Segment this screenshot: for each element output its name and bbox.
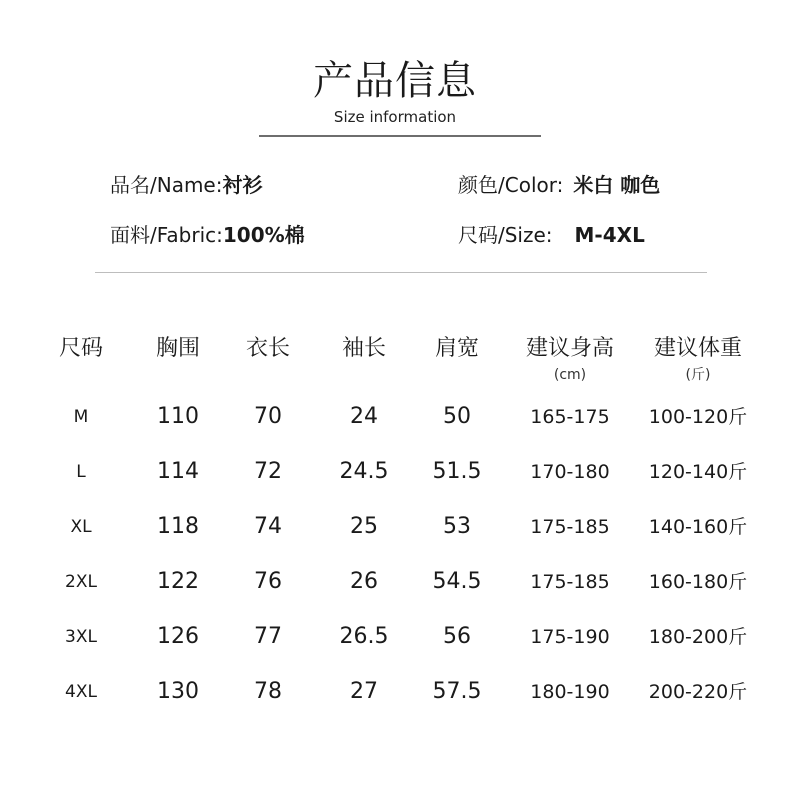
cell-size: 2XL bbox=[65, 572, 97, 592]
cell-size: 4XL bbox=[65, 682, 97, 702]
fabric-label: 面料/Fabric: bbox=[110, 223, 223, 247]
cell-shoulder: 51.5 bbox=[432, 459, 482, 484]
cell-shoulder: 56 bbox=[443, 624, 471, 649]
cell-chest: 110 bbox=[157, 404, 199, 429]
cell-chest: 122 bbox=[157, 569, 199, 594]
cell-size: L bbox=[76, 462, 86, 482]
cell-size: M bbox=[73, 407, 89, 427]
cell-chest: 114 bbox=[157, 459, 199, 484]
header-weight: 建议体重 bbox=[653, 336, 742, 361]
name-label: 品名/Name: bbox=[110, 173, 223, 197]
page-title: 产品信息 bbox=[313, 58, 477, 104]
table-row bbox=[0, 402, 790, 432]
cell-sleeve: 25 bbox=[350, 514, 378, 539]
cell-sleeve: 26.5 bbox=[339, 624, 389, 649]
table-row bbox=[0, 622, 790, 652]
cell-chest: 130 bbox=[157, 679, 199, 704]
header-chest: 胸围 bbox=[155, 336, 200, 361]
cell-length: 70 bbox=[254, 404, 282, 429]
info-name bbox=[110, 172, 262, 198]
header-size: 尺码 bbox=[58, 336, 103, 361]
fabric-value: 100%棉 bbox=[222, 223, 305, 247]
cell-sleeve: 24 bbox=[350, 404, 378, 429]
cell-height: 170-180 bbox=[530, 461, 610, 483]
color-value: 米白 咖色 bbox=[573, 173, 661, 197]
cell-weight: 120-140斤 bbox=[648, 461, 748, 483]
cell-weight: 100-120斤 bbox=[648, 406, 748, 428]
section-divider bbox=[95, 272, 707, 273]
title-divider bbox=[259, 135, 541, 137]
cell-size: 3XL bbox=[65, 627, 97, 647]
cell-shoulder: 53 bbox=[443, 514, 471, 539]
weight-unit: (斤) bbox=[685, 367, 711, 383]
size-label: 尺码/Size: bbox=[458, 223, 553, 247]
cell-length: 76 bbox=[254, 569, 282, 594]
table-row bbox=[0, 457, 790, 487]
cell-size: XL bbox=[70, 517, 92, 537]
name-value: 衬衫 bbox=[222, 173, 263, 197]
table-row bbox=[0, 567, 790, 597]
header-length: 衣长 bbox=[245, 336, 290, 361]
info-size bbox=[458, 222, 645, 248]
header-shoulder: 肩宽 bbox=[434, 336, 479, 361]
cell-length: 72 bbox=[254, 459, 282, 484]
cell-height: 165-175 bbox=[530, 406, 610, 428]
cell-chest: 118 bbox=[157, 514, 199, 539]
cell-height: 180-190 bbox=[530, 681, 610, 703]
page-subtitle: Size information bbox=[333, 108, 457, 126]
table-row bbox=[0, 512, 790, 542]
cell-weight: 200-220斤 bbox=[648, 681, 748, 703]
cell-shoulder: 57.5 bbox=[432, 679, 482, 704]
height-unit: (cm) bbox=[553, 367, 587, 383]
cell-shoulder: 50 bbox=[443, 404, 471, 429]
cell-height: 175-190 bbox=[530, 626, 610, 648]
cell-height: 175-185 bbox=[530, 516, 610, 538]
cell-sleeve: 27 bbox=[350, 679, 378, 704]
header-height: 建议身高 bbox=[525, 336, 614, 361]
header-sleeve: 袖长 bbox=[341, 336, 386, 361]
cell-length: 74 bbox=[254, 514, 282, 539]
size-value: M-4XL bbox=[574, 223, 645, 247]
color-label: 颜色/Color: bbox=[458, 173, 564, 197]
cell-length: 78 bbox=[254, 679, 282, 704]
cell-sleeve: 24.5 bbox=[339, 459, 389, 484]
cell-shoulder: 54.5 bbox=[432, 569, 482, 594]
table-row bbox=[0, 677, 790, 707]
info-color bbox=[458, 172, 660, 198]
cell-height: 175-185 bbox=[530, 571, 610, 593]
cell-chest: 126 bbox=[157, 624, 199, 649]
cell-length: 77 bbox=[254, 624, 282, 649]
cell-weight: 160-180斤 bbox=[648, 571, 748, 593]
info-fabric bbox=[110, 222, 305, 248]
cell-weight: 140-160斤 bbox=[648, 516, 748, 538]
cell-sleeve: 26 bbox=[350, 569, 378, 594]
cell-weight: 180-200斤 bbox=[648, 626, 748, 648]
